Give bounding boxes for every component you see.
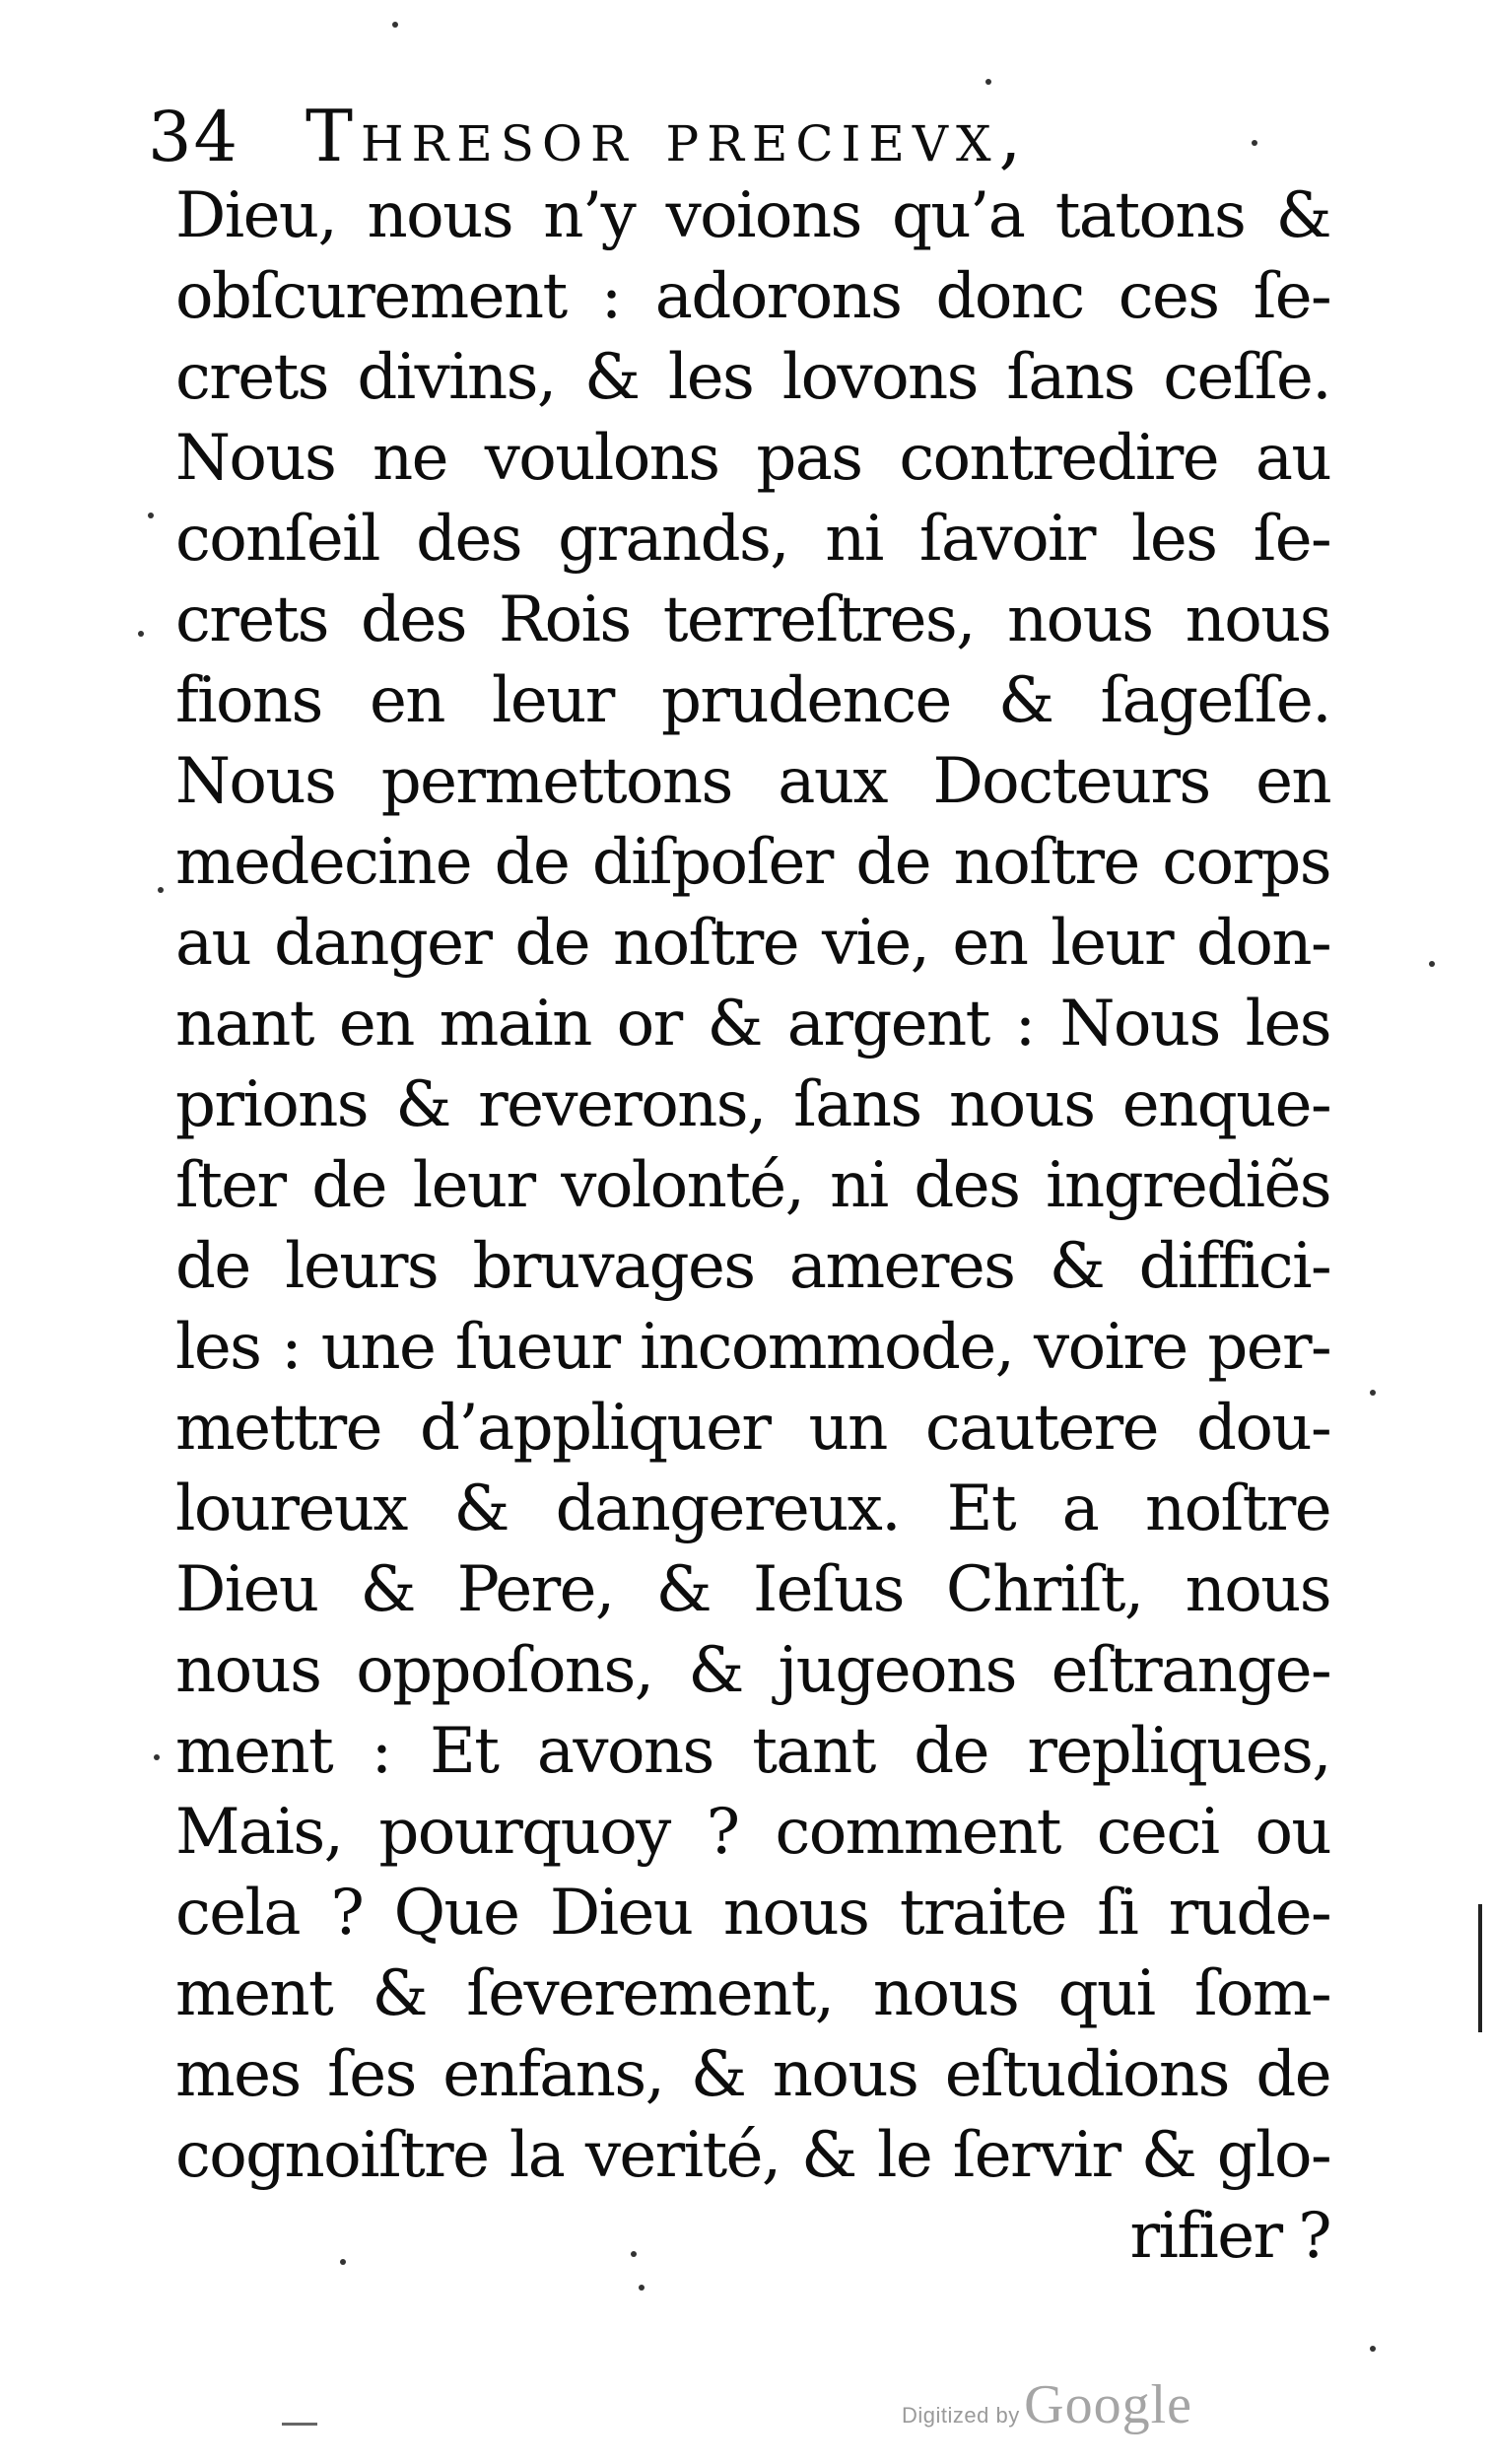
ink-speck <box>1370 2346 1376 2352</box>
text-line: cognoiſtre la verité, & le ſervir & glo- <box>175 2119 1330 2192</box>
ink-speck <box>392 22 398 28</box>
text-line: mettre d’appliquer un cautere dou- <box>175 1392 1330 1465</box>
page-header <box>148 91 1291 181</box>
text-line: crets des Rois terreſtres, nous nous <box>175 583 1330 656</box>
ink-speck <box>1252 140 1257 146</box>
ink-speck <box>1370 1390 1376 1396</box>
text-line: nous oppoſons, & jugeons eſtrange- <box>175 1634 1330 1707</box>
text-line-last: rifier ? <box>1129 2200 1330 2273</box>
text-line: ment : Et avons tant de repliques, <box>175 1715 1330 1788</box>
ink-speck <box>148 513 154 518</box>
google-wordmark: Google <box>1024 2374 1193 2435</box>
text-line: crets divins, & les lovons ſans ceſſe. <box>175 341 1330 414</box>
ink-speck <box>1429 961 1435 967</box>
text-line: Dieu & Pere, & Ieſus Chriſt, nous <box>175 1553 1330 1626</box>
text-line: mes ſes enfans, & nous eſtudions de <box>175 2038 1330 2111</box>
text-line: nant en main or & argent : Nous les <box>175 988 1330 1061</box>
footer-dash <box>282 2423 317 2426</box>
text-line: prions & reverons, ſans nous enque- <box>175 1068 1330 1141</box>
text-line: Mais, pourquoy ? comment ceci ou <box>175 1796 1330 1869</box>
page-number: 34 <box>148 97 240 177</box>
ink-speck <box>631 2251 637 2257</box>
page-edge-shadow <box>1478 1904 1482 2032</box>
text-line: de leurs bruvages ameres & diffici- <box>175 1230 1330 1303</box>
text-line: obſcurement : adorons donc ces ſe- <box>175 260 1330 333</box>
text-line: Nous permettons aux Docteurs en <box>175 745 1330 818</box>
ink-speck <box>154 1754 160 1760</box>
text-line: loureux & dangereux. Et a noſtre <box>175 1472 1330 1545</box>
text-line: au danger de noſtre vie, en leur don- <box>175 907 1330 980</box>
text-line: les : une ſueur incommode, voire per- <box>175 1311 1330 1384</box>
ink-speck <box>158 887 164 893</box>
digitized-by-google-watermark <box>902 2373 1192 2436</box>
text-line: Dieu, nous n’y voions qu’a tatons & <box>175 179 1330 252</box>
text-line: cela ? Que Dieu nous traite ſi rude- <box>175 1877 1330 1950</box>
ink-speck <box>985 79 991 85</box>
ink-speck <box>138 631 144 637</box>
body-text <box>175 175 1330 2277</box>
digitized-prefix: Digitized by <box>902 2403 1020 2428</box>
ink-speck <box>639 2285 645 2291</box>
ink-speck <box>340 2259 346 2265</box>
text-line: ment & ſeverement, nous qui ſom- <box>175 1957 1330 2030</box>
text-line: fions en leur prudence & ſageſſe. <box>175 664 1330 737</box>
text-line: medecine de diſpoſer de noſtre corps <box>175 826 1330 899</box>
text-line: conſeil des grands, ni ſavoir les ſe- <box>175 503 1330 576</box>
text-line: ſter de leur volonté, ni des ingrediẽs <box>175 1149 1330 1222</box>
running-title: Thresor precievx, <box>305 95 1030 177</box>
text-line: Nous ne voulons pas contredire au <box>175 422 1330 495</box>
